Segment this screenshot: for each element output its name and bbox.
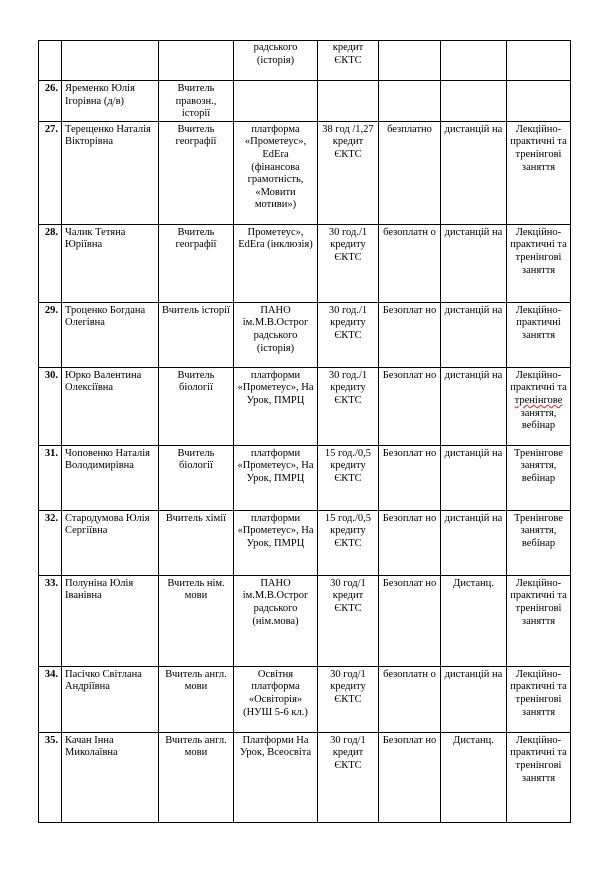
teacher-position: Вчитель хімії xyxy=(159,510,234,575)
course-provider: платформи «Прометеус», На Урок, ПМРЦ xyxy=(234,445,318,510)
payment-type xyxy=(379,81,441,122)
teacher-position: Вчитель нім. мови xyxy=(159,575,234,666)
course-credits: 30 год/1 кредиту ЄКТС xyxy=(318,666,379,732)
table-row xyxy=(39,41,571,81)
course-provider: Платформи На Урок, Всеосвіта xyxy=(234,732,318,822)
payment-type: безоплатн о xyxy=(379,666,441,732)
training-type xyxy=(507,81,571,122)
course-credits: 30 год/1 кредит ЄКТС xyxy=(318,732,379,822)
teacher-position: Вчитель географії xyxy=(159,224,234,302)
teacher-name: Троценко Богдана Олегівна xyxy=(62,302,159,367)
teacher-position xyxy=(159,41,234,81)
courses-table xyxy=(38,40,571,823)
training-type: Тренінгове заняття, вебінар xyxy=(507,510,571,575)
row-number: 27. xyxy=(39,121,62,224)
course-credits: 15 год./0,5 кредиту ЄКТС xyxy=(318,445,379,510)
payment-type xyxy=(379,41,441,81)
teacher-name: Терещенко Наталія Вікторівна xyxy=(62,121,159,224)
training-type-text: Лекційно-практичні та xyxy=(510,369,567,394)
row-number: 33. xyxy=(39,575,62,666)
training-type-text: заняття, вебінар xyxy=(520,407,557,432)
teacher-position: Вчитель англ. мови xyxy=(159,732,234,822)
payment-type: Безоплат но xyxy=(379,510,441,575)
row-number: 30. xyxy=(39,367,62,445)
table-row xyxy=(39,445,571,510)
teacher-position: Вчитель правозн., історії xyxy=(159,81,234,122)
teacher-position: Вчитель біології xyxy=(159,445,234,510)
table-row xyxy=(39,302,571,367)
teacher-position: Вчитель географії xyxy=(159,121,234,224)
row-number: 35. xyxy=(39,732,62,822)
row-number: 31. xyxy=(39,445,62,510)
row-number: 26. xyxy=(39,81,62,122)
teacher-position: Вчитель історії xyxy=(159,302,234,367)
course-provider: платформи «Прометеус», На Урок, ПМРЦ xyxy=(234,510,318,575)
payment-type: Безоплат но xyxy=(379,575,441,666)
teacher-position: Вчитель біології xyxy=(159,367,234,445)
study-form: Дистанц. xyxy=(441,732,507,822)
study-form: Дистанц. xyxy=(441,575,507,666)
row-number: 28. xyxy=(39,224,62,302)
teacher-name: Пасічко Світлана Андріївна xyxy=(62,666,159,732)
payment-type: Безоплат но xyxy=(379,302,441,367)
course-provider: ПАНО ім.М.В.Острог радського (історія) xyxy=(234,302,318,367)
course-credits xyxy=(318,81,379,122)
study-form: дистанцій на xyxy=(441,121,507,224)
training-type: Лекційно-практичні та тренінгові заняття xyxy=(507,121,571,224)
row-number xyxy=(39,41,62,81)
course-credits: 30 год/1 кредит ЄКТС xyxy=(318,575,379,666)
teacher-name: Качан Інна Миколаївна xyxy=(62,732,159,822)
study-form: дистанцій на xyxy=(441,510,507,575)
course-provider: радського (історія) xyxy=(234,41,318,81)
course-credits: 30 год./1 кредиту ЄКТС xyxy=(318,367,379,445)
table-row xyxy=(39,732,571,822)
training-type: Лекційно-практичні та тренінгові заняття xyxy=(507,732,571,822)
course-provider xyxy=(234,81,318,122)
study-form: дистанцій на xyxy=(441,224,507,302)
course-credits: 15 год./0,5 кредиту ЄКТС xyxy=(318,510,379,575)
study-form: дистанцій на xyxy=(441,367,507,445)
course-provider: платформа «Прометеус», EdEra (фінансова грамотність, «Мовити мотиви») xyxy=(234,121,318,224)
table-row xyxy=(39,224,571,302)
course-provider: ПАНО ім.М.В.Острог радського (нім.мова) xyxy=(234,575,318,666)
teacher-name: Полуніна Юлія Іванівна xyxy=(62,575,159,666)
course-credits: кредит ЄКТС xyxy=(318,41,379,81)
course-provider: Освітня платформа «Освіторія» (НУШ 5-6 кл.) xyxy=(234,666,318,732)
payment-type: Безоплат но xyxy=(379,732,441,822)
training-type: Лекційно-практичні та тренінгові заняття xyxy=(507,224,571,302)
study-form xyxy=(441,81,507,122)
teacher-name: Стародумова Юлія Сергіївна xyxy=(62,510,159,575)
training-type: Лекційно-практичні заняття xyxy=(507,302,571,367)
teacher-name: Чоповенко Наталія Володимирівна xyxy=(62,445,159,510)
payment-type: безоплатн о xyxy=(379,224,441,302)
training-type xyxy=(507,367,571,445)
training-type: Тренінгове заняття, вебінар xyxy=(507,445,571,510)
teacher-name xyxy=(62,41,159,81)
payment-type: Безоплат но xyxy=(379,445,441,510)
course-provider: Прометеус», EdEra (інклюзія) xyxy=(234,224,318,302)
study-form: дистанцій на xyxy=(441,445,507,510)
row-number: 29. xyxy=(39,302,62,367)
table-row xyxy=(39,666,571,732)
study-form: дистанцій на xyxy=(441,302,507,367)
spellcheck-marked-word: тренінгове xyxy=(514,394,563,406)
payment-type: безплатно xyxy=(379,121,441,224)
training-type xyxy=(507,41,571,81)
study-form xyxy=(441,41,507,81)
course-credits: 30 год./1 кредиту ЄКТС xyxy=(318,224,379,302)
course-credits: 30 год./1 кредиту ЄКТС xyxy=(318,302,379,367)
table-row xyxy=(39,81,571,122)
table-row xyxy=(39,367,571,445)
row-number: 32. xyxy=(39,510,62,575)
teacher-name: Юрко Валентина Олексіївна xyxy=(62,367,159,445)
table-row xyxy=(39,510,571,575)
teacher-name: Яременко Юлія Ігорівна (д/в) xyxy=(62,81,159,122)
teacher-position: Вчитель англ. мови xyxy=(159,666,234,732)
payment-type: Безоплат но xyxy=(379,367,441,445)
training-type: Лекційно-практичні та тренінгові заняття xyxy=(507,575,571,666)
study-form: дистанцій на xyxy=(441,666,507,732)
row-number: 34. xyxy=(39,666,62,732)
course-provider: платформи «Прометеус», На Урок, ПМРЦ xyxy=(234,367,318,445)
training-type: Лекційно-практичні та тренінгові заняття xyxy=(507,666,571,732)
table-row xyxy=(39,575,571,666)
course-credits: 38 год /1,27 кредит ЄКТС xyxy=(318,121,379,224)
teacher-name: Чалик Тетяна Юріївна xyxy=(62,224,159,302)
table-row xyxy=(39,121,571,224)
